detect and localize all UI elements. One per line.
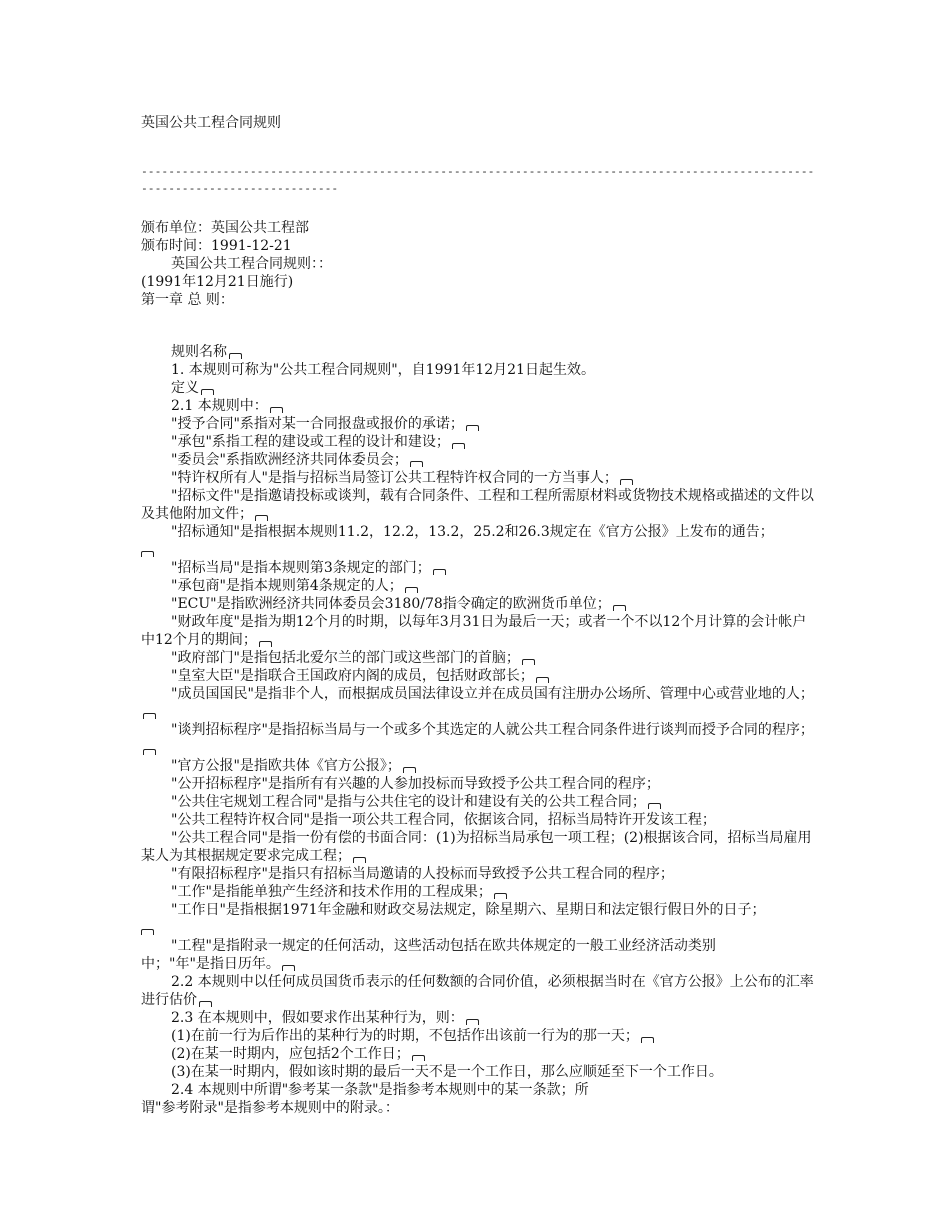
line-break-mark bbox=[522, 659, 535, 665]
paragraph: 2.3 在本规则中，假如要求作出某种行为，则： bbox=[141, 1009, 816, 1027]
line-break-mark bbox=[143, 713, 156, 719]
paragraph: "特许权所有人"是指与招标当局签订公共工程特许权合同的一方当事人； bbox=[141, 469, 816, 487]
document-meta bbox=[141, 219, 332, 309]
paragraph: "承包"系指工程的建设或工程的设计和建设； bbox=[141, 433, 816, 451]
effective-line: (1991年12月21日施行) bbox=[141, 274, 294, 290]
line-break-mark bbox=[410, 461, 423, 467]
paragraph: "有限招标程序"是指只有招标当局邀请的人投标而导致授予公共工程合同的程序； bbox=[171, 866, 674, 882]
line-break-mark bbox=[412, 1055, 425, 1061]
paragraph: "招标文件"是指邀请投标或谈判，载有合同条件、工程和工程所需原材料或货物技术规格或描述的文件以及其他附加文件； bbox=[141, 488, 814, 522]
paragraph: 2.2 本规则中以任何成员国货币表示的任何数额的合同价值，必须根据当时在《官方公报》上公布的汇率进行估价 bbox=[141, 974, 814, 1008]
line-break-mark bbox=[229, 353, 242, 359]
paragraph bbox=[141, 541, 816, 559]
line-break-mark bbox=[613, 605, 626, 611]
separator-line: -------------------------------------------------------------------------------------------------------------------------------- bbox=[141, 165, 815, 195]
chapter-heading: 第一章 总 则： bbox=[141, 292, 234, 308]
line-break-mark bbox=[405, 587, 418, 593]
paragraph: "公开招标程序"是指所有有兴趣的人参加投标而导致授予公共工程合同的程序； bbox=[171, 776, 660, 792]
document-body bbox=[141, 343, 816, 1117]
line-break-mark bbox=[199, 1001, 212, 1007]
paragraph: 谓"参考附录"是指参考本规则中的附录。： bbox=[141, 1100, 399, 1116]
paragraph: "委员会"系指欧洲经济共同体委员会； bbox=[141, 451, 816, 469]
paragraph: "政府部门"是指包括北爱尔兰的部门或这些部门的首脑； bbox=[141, 649, 816, 667]
line-break-mark bbox=[141, 929, 154, 935]
line-break-mark bbox=[353, 857, 366, 863]
paragraph: "ECU"是指欧洲经济共同体委员会3180/78指令确定的欧洲货币单位； bbox=[141, 595, 816, 613]
paragraph: "工作"是指能单独产生经济和技术作用的工程成果； bbox=[141, 883, 816, 901]
paragraph: 1. 本规则可称为"公共工程合同规则"，自1991年12月21日起生效。 bbox=[171, 362, 595, 378]
line-break-mark bbox=[466, 425, 479, 431]
line-break-mark bbox=[641, 1037, 654, 1043]
issuer-line: 颁布单位：英国公共工程部 bbox=[141, 220, 309, 236]
date-line: 颁布时间：1991-12-21 bbox=[141, 238, 292, 254]
line-break-mark bbox=[648, 803, 661, 809]
paragraph: "招标当局"是指本规则第3条规定的部门； bbox=[141, 559, 816, 577]
paragraph: "谈判招标程序"是指招标当局与一个或多个其选定的人就公共工程合同条件进行谈判而授予合同的程序； bbox=[141, 721, 816, 757]
paragraph: (1)在前一行为后作出的某种行为的时期，不包括作出该前一行为的那一天； bbox=[141, 1027, 816, 1045]
line-break-mark bbox=[536, 677, 549, 683]
paragraph: "公共住宅规划工程合同"是指与公共住宅的设计和建设有关的公共工程合同； bbox=[141, 793, 816, 811]
paragraph: "招标通知"是指根据本规则11.2，12.2，13.2，25.2和26.3规定在《官方公报》上发布的通告； bbox=[171, 524, 774, 540]
paragraph: (3)在某一时期内，假如该时期的最后一天不是一个工作日，那么应顺延至下一个工作日。 bbox=[171, 1064, 723, 1080]
paragraph: "成员国国民"是指非个人，而根据成员国法律设立并在成员国有注册办公场所、管理中心或营业地的人； bbox=[141, 685, 816, 721]
line-break-mark bbox=[433, 569, 446, 575]
paragraph: "工作日"是指根据1971年金融和财政交易法规定，除星期六、星期日和法定银行假日外的日子； bbox=[171, 902, 766, 918]
paragraph: "财政年度"是指为期12个月的时期，以每年3月31日为最后一天；或者一个不以12个月计算的会计帐户中12个月的期间； bbox=[141, 614, 807, 648]
paragraph: 规则名称 bbox=[141, 343, 816, 361]
paragraph bbox=[141, 919, 816, 937]
document-title: 英国公共工程合同规则 bbox=[141, 115, 281, 131]
paragraph: "公共工程特许权合同"是指一项公共工程合同，依据该合同，招标当局特许开发该工程； bbox=[171, 812, 716, 828]
line-break-mark bbox=[452, 443, 465, 449]
line-break-mark bbox=[403, 767, 416, 773]
paragraph: 中；"年"是指日历年。 bbox=[141, 955, 816, 973]
line-break-mark bbox=[141, 551, 154, 557]
paragraph: "承包商"是指本规则第4条规定的人； bbox=[141, 577, 816, 595]
paragraph: "官方公报"是指欧共体《官方公报》； bbox=[141, 757, 816, 775]
line-break-mark bbox=[494, 893, 507, 899]
paragraph: "工程"是指附录一规定的任何活动，这些活动包括在欧共体规定的一般工业经济活动类别 bbox=[171, 938, 716, 954]
paragraph: "皇室大臣"是指联合王国政府内阁的成员，包括财政部长； bbox=[141, 667, 816, 685]
line-break-mark bbox=[282, 965, 295, 971]
paragraph: "公共工程合同"是指一份有偿的书面合同：(1)为招标当局承包一项工程；(2)根据该合同，招标当局雇用某人为其根据规定要求完成工程； bbox=[141, 830, 812, 864]
line-break-mark bbox=[255, 515, 268, 521]
paragraph: 定义 bbox=[141, 379, 816, 397]
subtitle-line: 英国公共工程合同规则：： bbox=[171, 256, 332, 272]
line-break-mark bbox=[620, 479, 633, 485]
paragraph: (2)在某一时期内，应包括2个工作日； bbox=[141, 1045, 816, 1063]
paragraph: "授予合同"系指对某一合同报盘或报价的承诺； bbox=[141, 415, 816, 433]
line-break-mark bbox=[201, 389, 214, 395]
paragraph: 2.1 本规则中： bbox=[141, 397, 816, 415]
line-break-mark bbox=[143, 749, 156, 755]
paragraph: 2.4 本规则中所谓"参考某一条款"是指参考本规则中的某一条款；所 bbox=[171, 1082, 589, 1098]
line-break-mark bbox=[270, 407, 283, 413]
line-break-mark bbox=[259, 641, 272, 647]
line-break-mark bbox=[466, 1019, 479, 1025]
